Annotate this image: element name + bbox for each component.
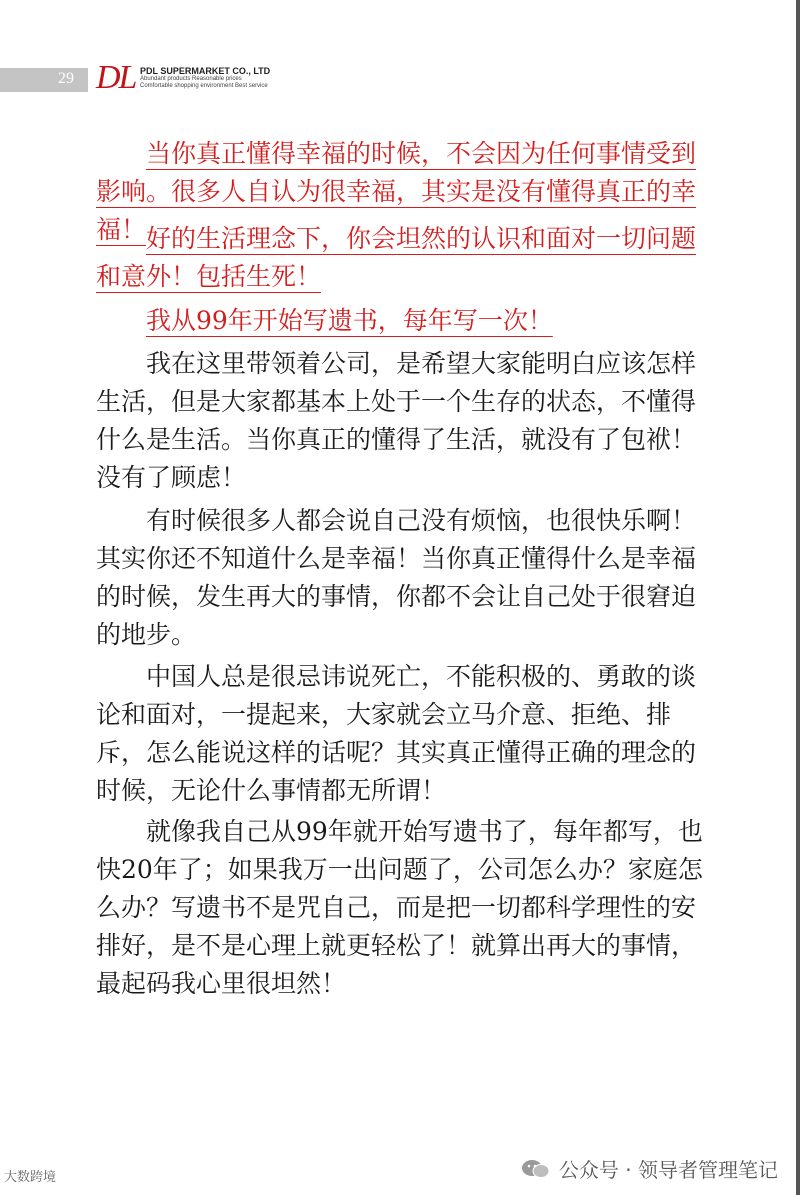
watermark-left: 大数跨境 <box>4 1169 57 1184</box>
page-number-tab <box>0 68 88 92</box>
body-paragraph-3: 中国人总是很忌讳说死亡，不能积极的、勇敢的谈论和面对，一提起来，大家就会立马介意、拒绝、排斥，怎么能说这样的话呢？其实真正懂得正确的理念的时候，无论什么事情都无所谓！ <box>96 662 697 805</box>
wechat-icon <box>521 1158 551 1180</box>
body-paragraph-4: 就像我自己从99年就开始写遗书了，每年都写，也快20年了；如果我万一出问题了，公司怎么办？家庭怎么办？写遗书不是咒自己，而是把一切都科学理性的安排好，是不是心理上就更轻松了！就算出再大的事情，最起码我心里很坦然！ <box>96 817 703 998</box>
logo-title: PDL SUPERMARKET CO., LTD <box>140 66 271 76</box>
highlight-paragraph-3: 我从99年开始写遗书，每年写一次！ <box>146 306 553 335</box>
highlight-paragraph-2: 好的生活理念下，你会坦然的认识和面对一切问题和意外！包括生死！ <box>96 224 697 291</box>
body-paragraph-2: 有时候很多人都会说自己没有烦恼，也很快乐啊！其实你还不知道什么是幸福！当你真正懂得什么是幸福的时候，发生再大的事情，你都不会让自己处于很窘迫的地步。 <box>96 506 697 649</box>
highlight-paragraph-1: 当你真正懂得幸福的时候，不会因为任何事情受到影响。很多人自认为很幸福，其实是没有懂得真正的幸福！ <box>96 139 697 244</box>
page-number: 29 <box>58 70 74 87</box>
logo-text <box>140 66 270 90</box>
logo-tagline-1: Abundant products Reasonable prices <box>140 76 242 82</box>
source-label: 公众号 · 领导者管理笔记 <box>558 1158 778 1182</box>
logo-tagline-2: Comfortable shopping environment Best service <box>140 83 268 89</box>
source-watermark <box>521 1154 778 1183</box>
logo-mark: DL <box>96 59 136 96</box>
body-paragraph-1: 我在这里带领着公司，是希望大家能明白应该怎样生活，但是大家都基本上处于一个生存的状态，不懂得什么是生活。当你真正的懂得了生活，就没有了包袱！没有了顾虑！ <box>96 349 697 492</box>
page-edge <box>796 0 800 1195</box>
